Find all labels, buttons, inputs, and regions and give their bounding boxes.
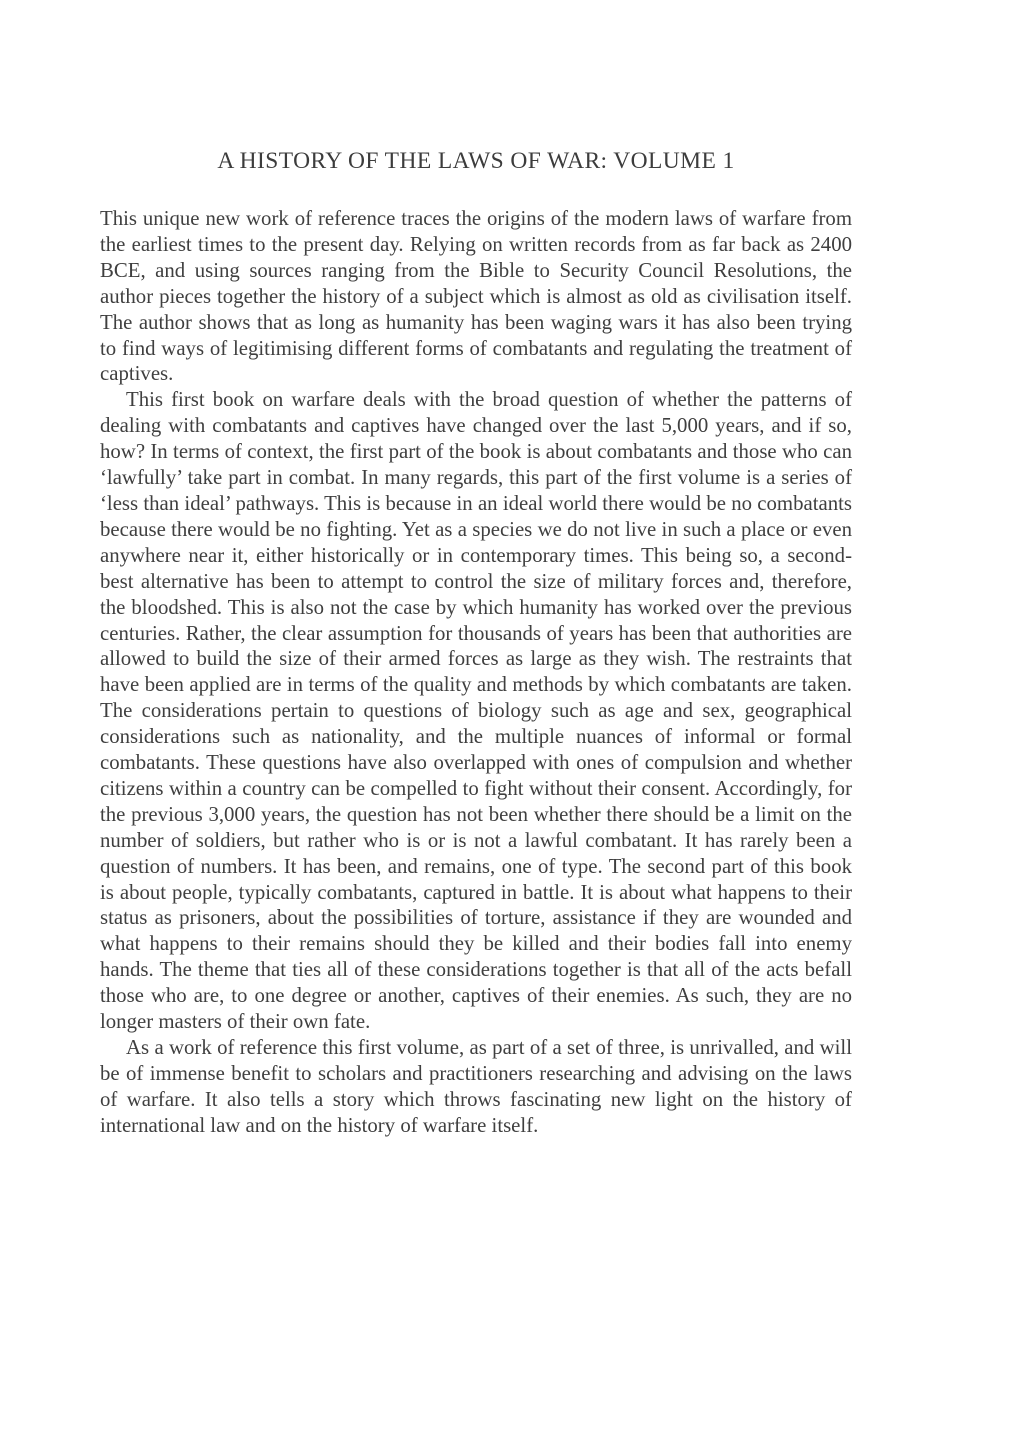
- paragraph-1: This unique new work of reference traces the origins of the modern laws of warfare from the earliest times to the present day. Relying on written records from as far back as 2400 BCE, and using sources ranging from the Bible to Security Council Resolutions, the author pieces together the history of a subject which is almost as old as civilisation itself. The author shows that as long as humanity has been waging wars it has also been trying to find ways of legitimising different forms of combatants and regulating the treatment of captives.: [100, 207, 852, 386]
- paragraph-2: This first book on warfare deals with the broad question of whether the patterns of dealing with combatants and captives have changed over the last 5,000 years, and if so, how? In terms of context, the first part of the book is about combatants and those who can ‘lawfully’ take part in combat. In many regards, this part of the first volume is a series of ‘less than ideal’ pathways. This is because in an ideal world there would be no combatants because there would be no fighting. Yet as a species we do not live in such a place or even anywhere near it, either historically or in contemporary times. This being so, a second-best alternative has been to attempt to control the size of military forces and, therefore, the bloodshed. This is also not the case by which humanity has worked over the previous centuries. Rather, the clear assumption for thousands of years has been that authorities are allowed to build the size of their armed forces as large as they wish. The restraints that have been applied are in terms of the quality and methods by which combatants are taken. The considerations pertain to questions of biology such as age and sex, geographical considerations such as nationality, and the multiple nuances of informal or formal combatants. These questions have also overlapped with ones of compulsion and whether citizens within a country can be compelled to fight without their consent. Accordingly, for the previous 3,000 years, the question has not been whether there should be a limit on the number of soldiers, but rather who is or is not a lawful combatant. It has rarely been a question of numbers. It has been, and remains, one of type. The second part of this book is about people, typically combatants, captured in battle. It is about what happens to their status as prisoners, about the possibilities of torture, assistance if they are wounded and what happens to their remains should they be killed and their bodies fall into enemy hands. The theme that ties all of these considerations together is that all of the acts befall those who are, to one degree or another, captives of their enemies. As such, they are no longer masters of their own fate.: [100, 388, 852, 1034]
- paragraph-3: As a work of reference this first volume, as part of a set of three, is unrivalled, and will be of immense benefit to scholars and practitioners researching and advising on the laws of warfare. It also tells a story which throws fascinating new light on the history of international law and on the history of warfare itself.: [100, 1036, 852, 1137]
- page-title: A HISTORY OF THE LAWS OF WAR: VOLUME 1: [217, 148, 735, 174]
- document-body: [100, 206, 852, 1139]
- text-column: [100, 148, 852, 1139]
